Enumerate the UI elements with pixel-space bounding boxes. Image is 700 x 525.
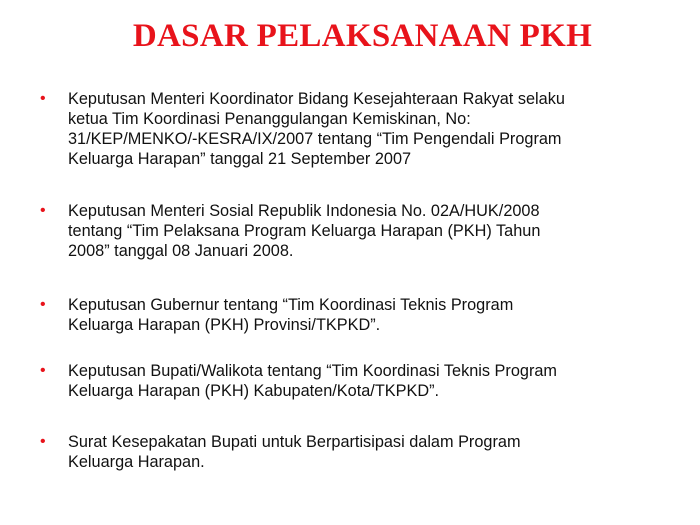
text-line: Keluarga Harapan (PKH) Provinsi/TKPKD”.: [68, 316, 381, 334]
bullet-icon: •: [40, 296, 46, 313]
list-item-text: [68, 361, 557, 401]
text-line: Surat Kesepakatan Bupati untuk Berpartisipasi dalam Program: [68, 433, 521, 451]
list-item-text: [68, 295, 513, 335]
bullet-icon: •: [40, 433, 46, 450]
text-line: Keluarga Harapan” tanggal 21 September 2007: [68, 150, 412, 168]
bullet-icon: •: [40, 90, 46, 107]
list-item-text: [68, 89, 565, 169]
text-line: 2008” tanggal 08 Januari 2008.: [68, 242, 294, 260]
text-line: tentang “Tim Pelaksana Program Keluarga Harapan (PKH) Tahun: [68, 222, 541, 240]
list-item-text: [68, 201, 540, 261]
text-line: Keluarga Harapan (PKH) Kabupaten/Kota/TKPKD”.: [68, 382, 440, 400]
text-line: Keputusan Bupati/Walikota tentang “Tim Koordinasi Teknis Program: [68, 362, 557, 380]
bullet-icon: •: [40, 202, 46, 219]
text-line: Keputusan Menteri Sosial Republik Indonesia No. 02A/HUK/2008: [68, 202, 540, 220]
slide-title: DASAR PELAKSANAAN PKH: [132, 18, 593, 54]
text-line: Keputusan Gubernur tentang “Tim Koordinasi Teknis Program: [68, 296, 514, 314]
text-line: 31/KEP/MENKO/-KESRA/IX/2007 tentang “Tim Pengendali Program: [68, 130, 562, 148]
text-line: Keluarga Harapan.: [68, 453, 205, 471]
text-line: ketua Tim Koordinasi Penanggulangan Kemiskinan, No:: [68, 110, 471, 128]
bullet-icon: •: [40, 362, 46, 379]
text-line: Keputusan Menteri Koordinator Bidang Kesejahteraan Rakyat selaku: [68, 90, 565, 108]
list-item-text: [68, 432, 521, 472]
